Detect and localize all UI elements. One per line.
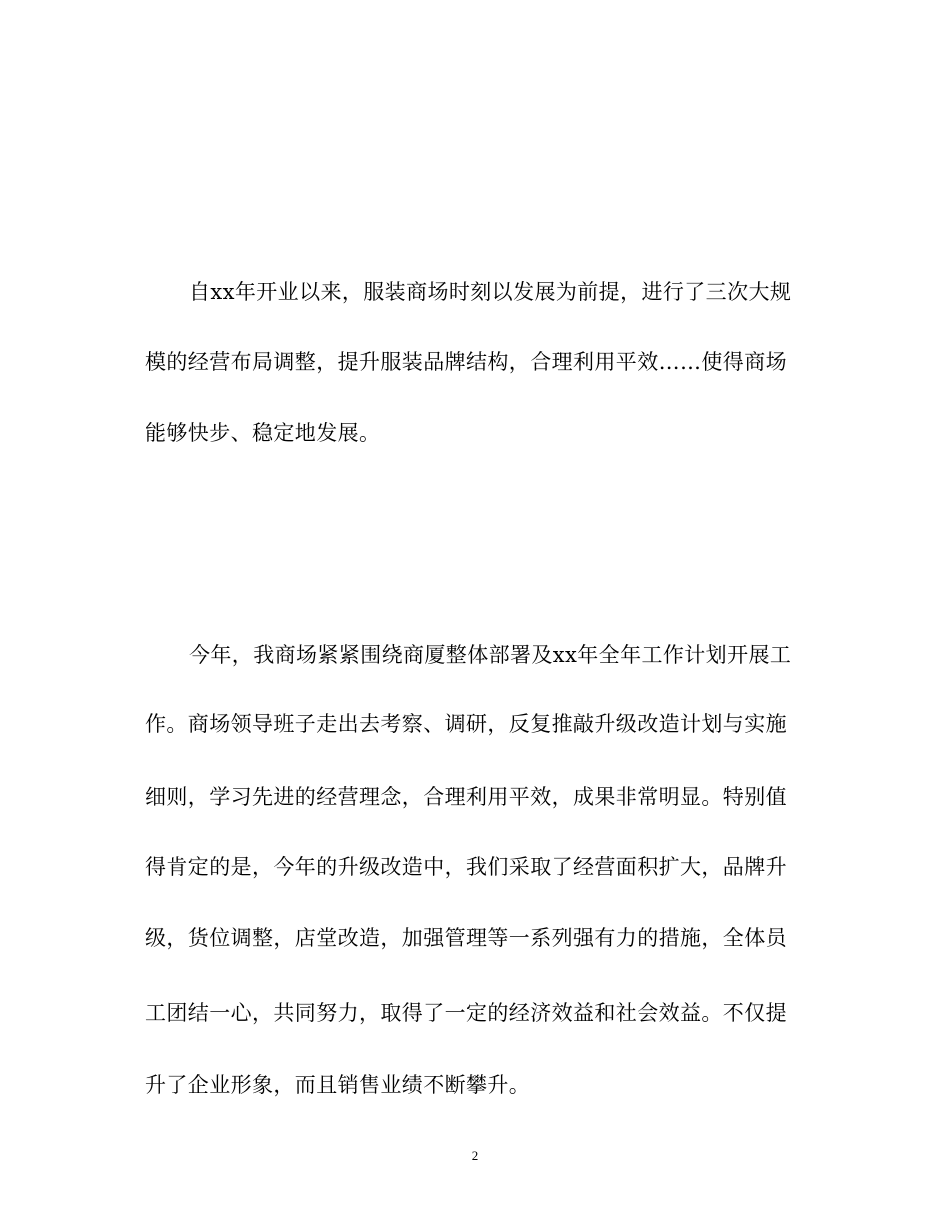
paragraph-2-line-1: 今年，我商场紧紧围绕商厦整体部署及xx年全年工作计划开展工 [189,643,792,667]
paragraph-2-line-4: 得肯定的是，今年的升级改造中，我们采取了经营面积扩大，品牌升 [145,855,787,879]
paragraph-2-line-7: 升了企业形象，而且销售业绩不断攀升。 [145,1073,531,1097]
page-number: 2 [471,1148,479,1163]
paragraph-1-line-2: 模的经营布局调整，提升服装品牌结构，合理利用平效……使得商场 [145,350,787,374]
paragraph-2-line-3: 细则，学习先进的经营理念，合理利用平效，成果非常明显。特别值 [145,785,787,809]
paragraph-1-line-3: 能够快步、稳定地发展。 [145,421,381,445]
paragraph-2-line-5: 级，货位调整，店堂改造，加强管理等一系列强有力的措施，全体员 [145,926,787,950]
paragraph-2-line-6: 工团结一心，共同努力，取得了一定的经济效益和社会效益。不仅提 [145,1001,787,1025]
paragraph-1-line-1: 自xx年开业以来，服装商场时刻以发展为前提，进行了三次大规 [189,280,792,304]
paragraph-2-line-2: 作。商场领导班子走出去考察、调研，反复推敲升级改造计划与实施 [145,712,787,736]
